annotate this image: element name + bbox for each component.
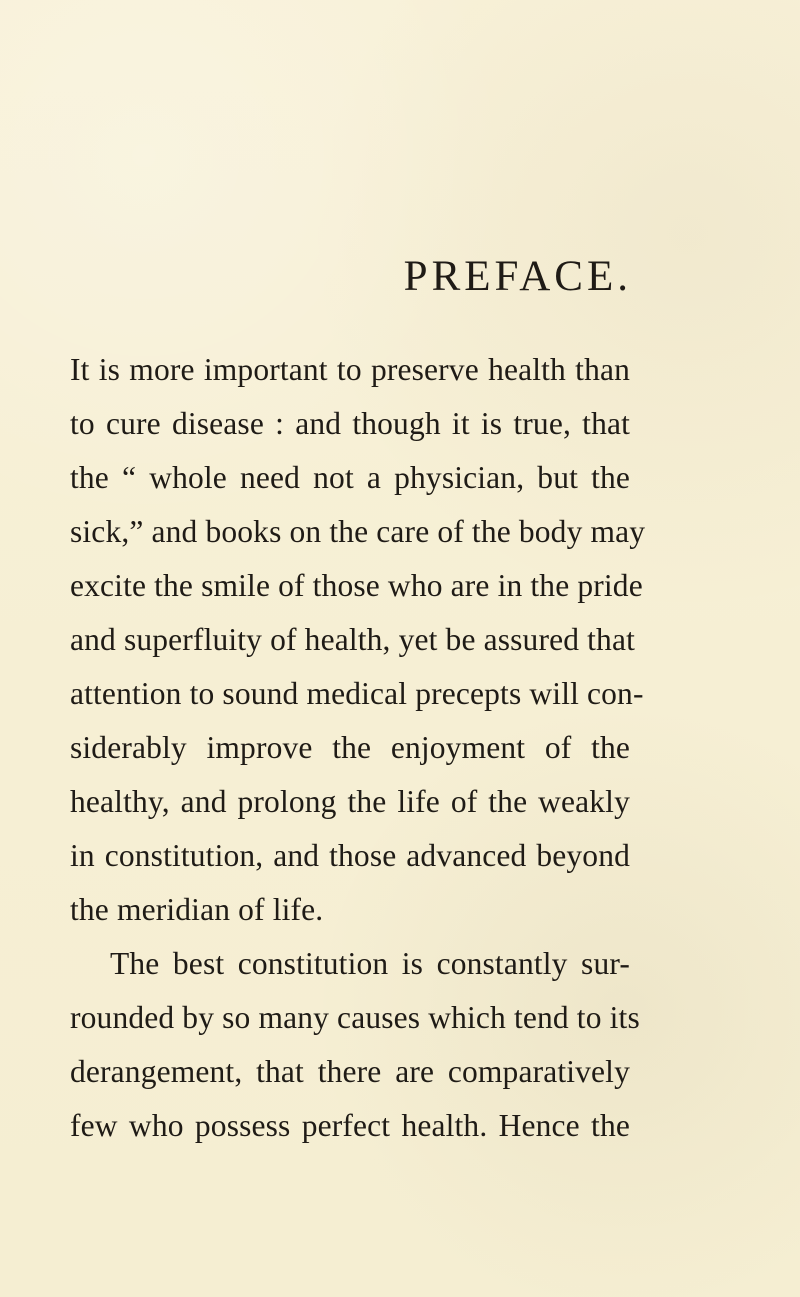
text-line-8: siderably improve the enjoyment of the	[70, 730, 630, 765]
text-line-13: rounded by so many causes which tend to its	[70, 1000, 640, 1035]
text-line-12: The best constitution is constantly sur-	[110, 946, 630, 981]
text-line-11: the meridian of life.	[70, 892, 324, 927]
text-line-15: few who possess perfect health. Hence the	[70, 1108, 630, 1143]
text-line-10: in constitution, and those advanced beyond	[70, 838, 630, 873]
text-line-2: to cure disease : and though it is true, that	[70, 406, 630, 441]
text-line-9: healthy, and prolong the life of the weakly	[70, 784, 630, 819]
text-line-5: excite the smile of those who are in the pride	[70, 568, 643, 603]
text-line-6: and superfluity of health, yet be assured that	[70, 622, 635, 657]
page-title: PREFACE.	[403, 253, 632, 300]
text-line-3: the “ whole need not a physician, but the	[70, 460, 630, 495]
text-line-4: sick,” and books on the care of the body may	[70, 514, 646, 549]
text-line-1: It is more important to preserve health than	[70, 352, 630, 387]
text-line-7: attention to sound medical precepts will con-	[70, 676, 644, 711]
text-line-14: derangement, that there are comparatively	[70, 1054, 630, 1089]
